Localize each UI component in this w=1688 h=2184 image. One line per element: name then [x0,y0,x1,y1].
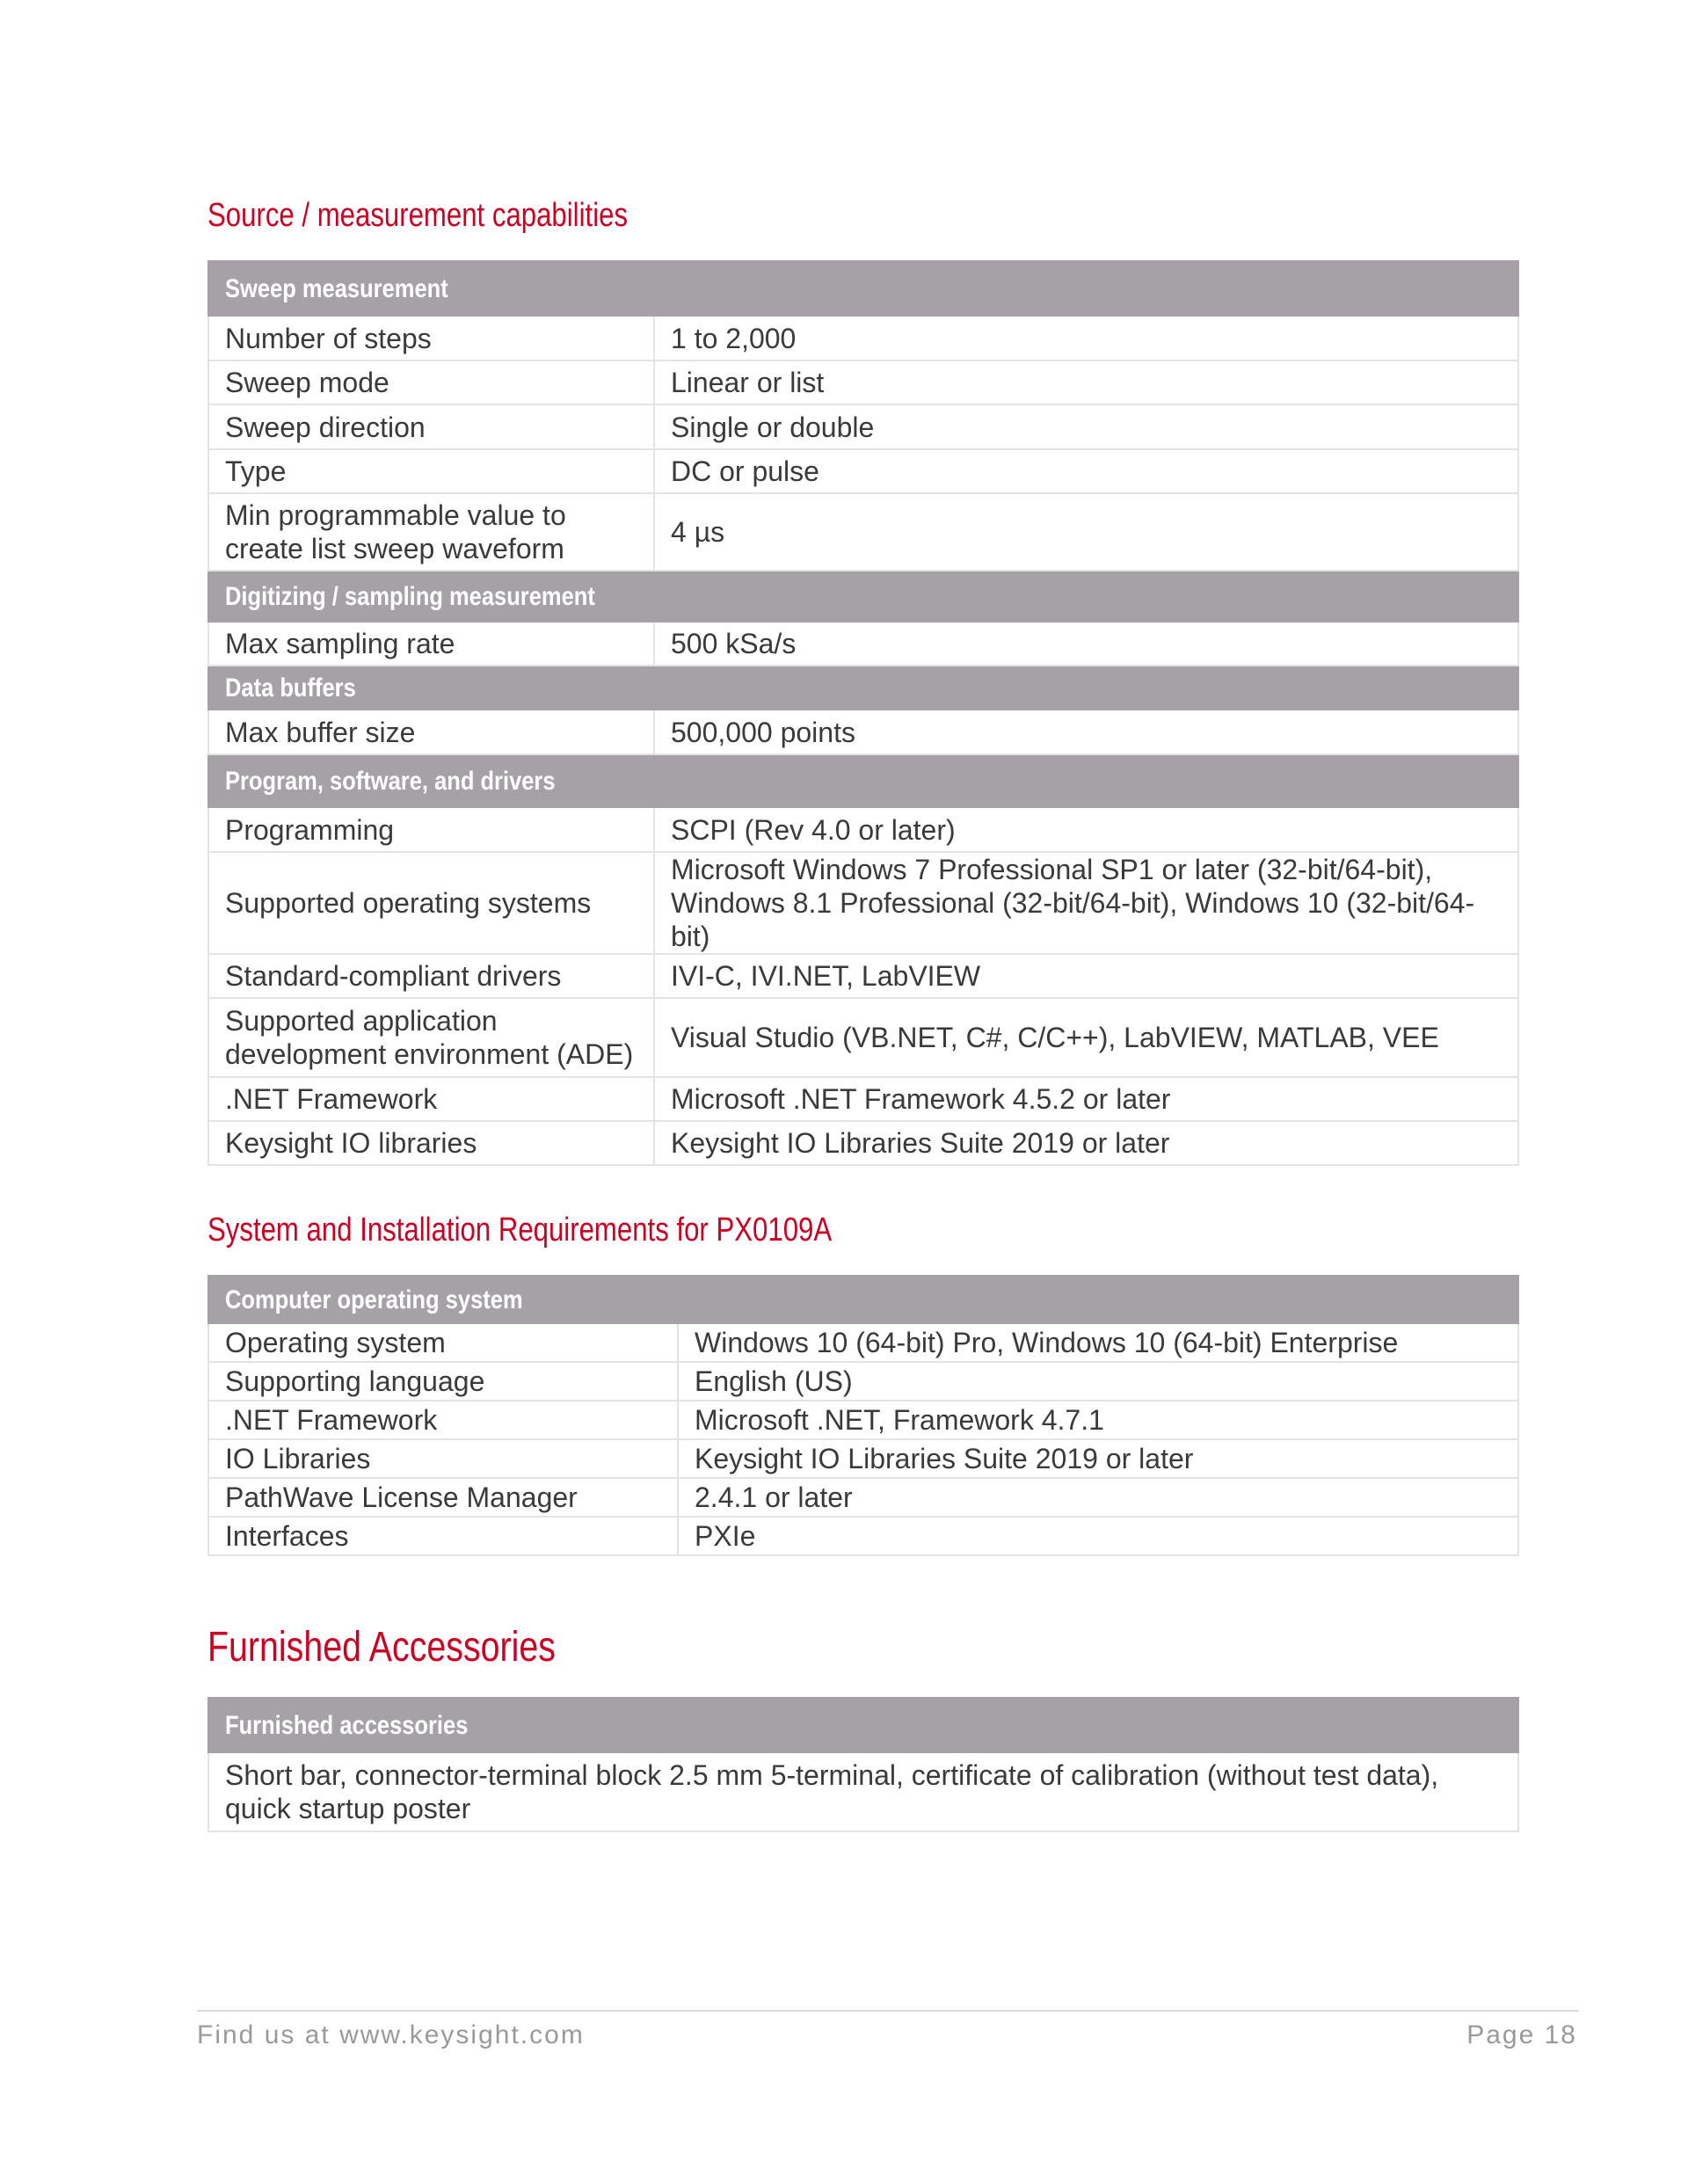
table-row [208,493,1518,571]
row-label: Min programmable value to create list sweep waveform [208,493,654,571]
row-label: IO Libraries [208,1439,678,1478]
table-row [208,1478,1518,1517]
group-header-label: Computer operating system [225,1285,523,1314]
table-row [208,1752,1518,1831]
row-value: SCPI (Rev 4.0 or later) [654,807,1518,852]
table-row [208,1077,1518,1121]
row-label: Operating system [208,1323,678,1362]
group-header-label: Program, software, and drivers [225,767,556,796]
row-label: .NET Framework [208,1077,654,1121]
table-row [208,998,1518,1077]
group-header-label: Digitizing / sampling measurement [225,582,595,611]
row-value: 500,000 points [654,710,1518,754]
table-group-header [208,1276,1518,1323]
group-header-label: Sweep measurement [225,274,448,303]
row-value: Linear or list [654,360,1518,404]
system-requirements-table [207,1275,1519,1556]
table-group-header [208,261,1518,316]
table-row [208,852,1518,954]
section-title-source-measurement: Source / measurement capabilities [207,197,629,234]
table-row [208,1439,1518,1478]
row-value: Single or double [654,404,1518,449]
furnished-accessories-table [207,1697,1519,1832]
row-label: Supporting language [208,1362,678,1401]
row-label: Supported operating systems [208,852,654,954]
row-value: Windows 10 (64-bit) Pro, Windows 10 (64-bit) Enterprise [678,1323,1518,1362]
table-group-header [208,1698,1518,1752]
row-value: Microsoft .NET Framework 4.5.2 or later [654,1077,1518,1121]
table-row [208,316,1518,360]
table-group-header [208,754,1518,807]
row-label: .NET Framework [208,1401,678,1439]
source-measurement-table [207,260,1519,1166]
table-row [208,1401,1518,1439]
table-row [208,449,1518,493]
group-header-label: Furnished accessories [225,1711,469,1740]
table-row [208,1517,1518,1555]
row-value: English (US) [678,1362,1518,1401]
row-label: Programming [208,807,654,852]
row-label: Sweep direction [208,404,654,449]
table-row [208,954,1518,998]
row-label: Max sampling rate [208,622,654,666]
row-label: Keysight IO libraries [208,1121,654,1165]
table-row [208,360,1518,404]
row-value: Keysight IO Libraries Suite 2019 or later [678,1439,1518,1478]
row-label: PathWave License Manager [208,1478,678,1517]
row-label: Supported application development environment (ADE) [208,998,654,1077]
row-label: Interfaces [208,1517,678,1555]
group-header-label: Data buffers [225,673,356,703]
row-label: Standard-compliant drivers [208,954,654,998]
table-row [208,1362,1518,1401]
table-row [208,710,1518,754]
row-label: Max buffer size [208,710,654,754]
table-group-header [208,571,1518,622]
footer-divider [197,2010,1579,2012]
row-value: 2.4.1 or later [678,1478,1518,1517]
table-group-header [208,666,1518,710]
table-row [208,622,1518,666]
footer-website: Find us at www.keysight.com [197,2020,585,2049]
row-value: 4 µs [654,493,1518,571]
table-row [208,1121,1518,1165]
row-value: Microsoft .NET, Framework 4.7.1 [678,1401,1518,1439]
section-title-furnished-accessories: Furnished Accessories [207,1624,556,1671]
table-row [208,807,1518,852]
row-label: Type [208,449,654,493]
row-value: IVI-C, IVI.NET, LabVIEW [654,954,1518,998]
row-value: DC or pulse [654,449,1518,493]
table-row [208,1323,1518,1362]
row-value: 500 kSa/s [654,622,1518,666]
row-value: Keysight IO Libraries Suite 2019 or later [654,1121,1518,1165]
row-label: Sweep mode [208,360,654,404]
section-title-system-requirements: System and Installation Requirements for PX0109A [207,1212,833,1249]
footer-page-number: Page 18 [1466,2020,1577,2049]
accessories-text: Short bar, connector-terminal block 2.5 mm 5-terminal, certificate of calibration (without test data), quick startup poster [208,1752,1518,1831]
row-value: PXIe [678,1517,1518,1555]
row-value: Visual Studio (VB.NET, C#, C/C++), LabVIEW, MATLAB, VEE [654,998,1518,1077]
row-value: Microsoft Windows 7 Professional SP1 or later (32-bit/64-bit), Windows 8.1 Professional (32-bit/64-bit), Windows 10 (32-bit/64-bit) [654,852,1518,954]
row-label: Number of steps [208,316,654,360]
row-value: 1 to 2,000 [654,316,1518,360]
table-row [208,404,1518,449]
